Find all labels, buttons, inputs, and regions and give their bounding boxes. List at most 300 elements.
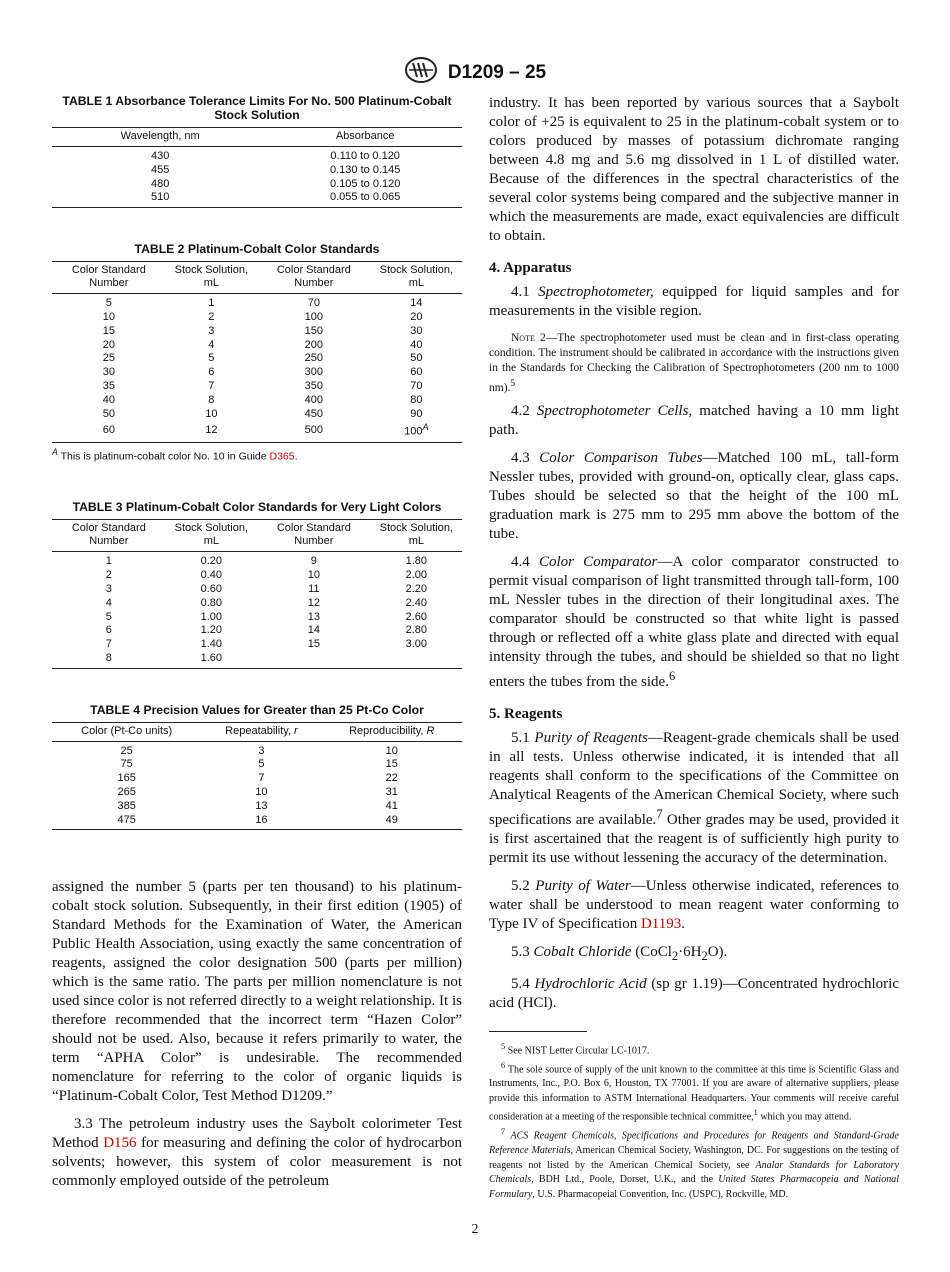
document-id: D1209 – 25 [447, 61, 547, 83]
header-italic: R [426, 724, 435, 737]
table-row [52, 652, 462, 668]
cell-value: 14 [410, 297, 423, 310]
table-cell [371, 652, 462, 668]
footnote-number: 6 [501, 1060, 506, 1070]
table-cell [257, 311, 371, 325]
table-2 [52, 242, 462, 462]
reference-link-d156[interactable]: D156 [103, 1135, 137, 1152]
cell-value: 4 [208, 338, 215, 351]
table-cell [52, 325, 166, 339]
table-cell [52, 814, 201, 830]
footnote-number: 7 [501, 1127, 506, 1137]
table-row [52, 611, 462, 625]
table-cell [371, 583, 462, 597]
term: Purity of Reagents [534, 729, 648, 746]
table-cell [166, 394, 257, 408]
table-row [52, 786, 462, 800]
section-heading-reagents: 5. Reagents [489, 705, 563, 722]
table-cell [257, 597, 371, 611]
cell-value: 14 [307, 624, 320, 637]
cell-value: 35 [102, 379, 115, 392]
table-cell [52, 569, 166, 583]
table-cell [166, 583, 257, 597]
table-header-cell: Color Standard Number [52, 262, 166, 294]
footnote-text: The sole source of supply of the unit known to the committee at this time is Scientific Glass and Instruments, Inc., P.O. Box 6, Houston, TX 77001. If you are aware of alternative suppliers, please provide this information to ASTM International Headquarters. Your comments will receive careful consideration at a meeting of the responsible technical committee, [489, 1063, 899, 1123]
table-row [52, 339, 462, 353]
cell-value: 8 [208, 393, 215, 406]
table-cell [257, 652, 371, 668]
cell-value: 5 [258, 758, 265, 771]
table-cell [371, 421, 462, 442]
term: Hydrochloric Acid [534, 975, 647, 992]
text: for measuring and defining the color of hydrocarbon solvents; however, this system of color measurement is not commonly employed outside of the petroleum [52, 1135, 462, 1190]
text: 5.3 [511, 943, 534, 960]
table-cell [52, 421, 166, 442]
cell-value: 12 [205, 423, 218, 436]
table-cell [371, 597, 462, 611]
table-cell [257, 421, 371, 442]
term: Spectrophotometer, [538, 284, 654, 300]
cell-value: 0.20 [200, 555, 223, 568]
table-header-cell: Stock Solution, mL [166, 520, 257, 552]
term: Color Comparator [538, 553, 658, 570]
cell-value: 1 [208, 297, 215, 310]
table-cell [52, 394, 166, 408]
cell-value: 31 [385, 786, 398, 799]
table-cell [52, 583, 166, 597]
table-cell [257, 583, 371, 597]
table-cell [52, 339, 166, 353]
table-row [52, 366, 462, 380]
note-2 [489, 331, 899, 396]
text: 4.3 [511, 449, 540, 466]
table-header-cell: Absorbance [268, 128, 462, 147]
text: O). [707, 943, 728, 960]
footnote-6 [489, 1059, 899, 1126]
table-header-cell: Color Standard Number [257, 262, 371, 294]
table-cell [52, 638, 166, 652]
cell-value: 1.80 [405, 555, 428, 568]
table-cell: 480 [151, 177, 170, 190]
table-cell [371, 624, 462, 638]
table-cell [322, 772, 462, 786]
cell-value: 12 [307, 596, 320, 609]
table-cell [257, 624, 371, 638]
footnote-marker: A [422, 422, 429, 433]
table-cell [166, 552, 257, 569]
table-cell [166, 624, 257, 638]
footnote-title: United States Pharmacopeia and National Formulary [489, 1174, 899, 1200]
text: 4.1 [511, 284, 539, 300]
cell-value: 6 [105, 624, 112, 637]
table-header-cell: Wavelength, nm [52, 128, 268, 147]
table-cell [371, 325, 462, 339]
footnote-text: , American Chemical Society, Washington, DC. For suggestions on the testing of reagents not listed by the American Chemical Society, see [489, 1145, 899, 1171]
table-4-title: TABLE 4 Precision Values for Greater than 25 Pt-Co Color [90, 702, 424, 717]
cell-value: 450 [304, 407, 324, 420]
cell-value: 7 [105, 638, 112, 651]
table-header-cell: Color Standard Number [257, 520, 371, 552]
table-cell [201, 758, 321, 772]
table-cell [371, 569, 462, 583]
table-row [52, 597, 462, 611]
table-row [52, 741, 462, 758]
table-cell: 0.105 to 0.120 [330, 177, 401, 190]
table-cell [371, 339, 462, 353]
cell-value: 5 [105, 297, 112, 310]
table-cell [52, 758, 201, 772]
table-row [52, 552, 462, 569]
cell-value: 475 [117, 813, 136, 826]
section-heading-apparatus: 4. Apparatus [489, 260, 572, 276]
text: 5.1 [511, 729, 535, 746]
cell-value: 13 [307, 610, 320, 623]
table-cell [257, 611, 371, 625]
table-cell: 510 [52, 191, 268, 207]
text: 5.2 [511, 877, 536, 894]
table-cell: 0.055 to 0.065 [268, 191, 462, 207]
table-header-cell: Color Standard Number [52, 520, 166, 552]
cell-value: 25 [120, 744, 133, 757]
text: matched having a 10 mm light path. [489, 402, 900, 438]
term: Color Comparison Tubes [539, 449, 703, 466]
table-cell [52, 366, 166, 380]
paragraph-5-2 [489, 877, 899, 934]
cell-value: 165 [117, 772, 136, 785]
table-1 [52, 94, 462, 208]
cell-value: 1.40 [200, 638, 223, 651]
cell-value: 20 [410, 310, 423, 323]
table-row [52, 147, 462, 164]
table-row [52, 191, 462, 207]
cell-value: 400 [304, 393, 324, 406]
cell-value: 30 [102, 366, 115, 379]
footnote-text: See NIST Letter Circular LC-1017. [505, 1045, 650, 1057]
table-cell [257, 366, 371, 380]
cell-value: 15 [385, 758, 398, 771]
table-row [52, 421, 462, 442]
paragraph: industry. It has been reported by various sources that a Saybolt color of +25 is equivalent to 25 in the platinum-cobalt system or to colors produced by masses of potassium dichromate ranging between 4.8 mg and 5.6 mg dissolved in 1 L of distilled water. Because of the differences in the spectral characteristics of the several color systems being compared and the subjective manner in which the measurements are made, exact equivalencies are difficult to obtain. [489, 95, 899, 244]
cell-value: 41 [385, 799, 398, 812]
text: (CoCl [631, 943, 672, 960]
table-cell [52, 597, 166, 611]
table-row [52, 325, 462, 339]
table-row [52, 583, 462, 597]
table-cell [166, 652, 257, 668]
table-2-footnote [52, 447, 462, 463]
footnote-marker: A [52, 446, 58, 457]
cell-value: 2.20 [405, 582, 428, 595]
table-cell [52, 611, 166, 625]
table-cell [371, 294, 462, 311]
footnote-text: , BDH Ltd., Poole, Dorset, U.K., and the [531, 1174, 719, 1186]
paragraph-5-4 [489, 975, 899, 1013]
table-row [52, 394, 462, 408]
cell-value: 40 [410, 338, 423, 351]
table-cell [52, 652, 166, 668]
table-cell [52, 624, 166, 638]
cell-value: 2 [208, 310, 215, 323]
table-cell [257, 325, 371, 339]
paragraph: assigned the number 5 (parts per ten thousand) to his platinum-cobalt stock solution. Subsequently, in their first edition (1905) of Standard Methods for the Examination of Water, the American Public Health Association, using exactly the same concentration of reagents, assigned the color designation 500 (parts per million) which is the same ratio. The parts per million nomenclature is not used since color is not referred directly to a weight relationship. It is therefore recommended that the incorrect term “Hazen Color” should not be used. Also, because it refers primarily to water, the term “APHA Color” is undesirable. The recommended nomenclature for referring to the color of organic liquids is “Platinum-Cobalt Color, Test Method D1209.” [52, 879, 462, 1105]
footnote-text: which you may attend. [757, 1111, 852, 1123]
cell-value: 10 [102, 310, 115, 323]
table-cell [166, 294, 257, 311]
table-cell [201, 800, 321, 814]
table-1-grid [52, 127, 462, 208]
table-2-grid [52, 261, 462, 443]
cell-value: 250 [304, 352, 324, 365]
cell-value: 30 [410, 324, 423, 337]
table-cell [257, 569, 371, 583]
text: equipped for liquid samples and for measurements in the visible region. [489, 284, 899, 319]
page-number: 2 [471, 1222, 479, 1237]
cell-value: 3 [258, 744, 265, 757]
table-row [52, 772, 462, 786]
table-cell [166, 325, 257, 339]
header-italic: r [294, 724, 298, 737]
cell-value: 4 [105, 596, 112, 609]
table-row [52, 164, 462, 178]
astm-logo-icon [404, 56, 438, 89]
text: ·6H [678, 943, 702, 960]
text: —Reagent-grade chemicals shall be used in all tests. Unless otherwise indicated, it is intended that all reagents shall conform to the specifications of the Committee on Analytical Reagents of the American Chemical Society, where such specifications are available. [489, 729, 899, 828]
table-3 [52, 500, 462, 668]
table-cell [257, 408, 371, 422]
table-cell [371, 311, 462, 325]
table-header-cell: Stock Solution, mL [371, 262, 462, 294]
cell-value: 265 [117, 786, 136, 799]
table-3-title: TABLE 3 Platinum-Cobalt Color Standards for Very Light Colors [72, 500, 442, 515]
footnote-end: . [294, 450, 298, 463]
table-header-cell: Stock Solution, mL [166, 262, 257, 294]
cell-value: 13 [255, 799, 268, 812]
reference-link-d365[interactable]: D365 [269, 450, 295, 463]
footnote-7 [489, 1125, 899, 1202]
table-row [52, 758, 462, 772]
text: —A color comparator constructed to permit visual comparison of light transmitted through tall-form, 100 mL Nessler tubes in the direction of their longitudinal axes. The comparator should be constructed so that white light is passed through or reflected off a white glass plate and directed with equal intensity through the tubes, and should be shielded so that no light enters the tubes from the side. [489, 553, 899, 690]
footnote-ref: 6 [668, 668, 676, 683]
table-cell [257, 352, 371, 366]
term: Purity of Water [535, 877, 631, 894]
reference-link-d1193[interactable]: D1193 [640, 915, 682, 932]
table-cell [52, 294, 166, 311]
footnote-ref: 1 [753, 1108, 758, 1118]
paragraph-4-2 [489, 402, 899, 440]
cell-value: 150 [304, 324, 324, 337]
table-cell [322, 800, 462, 814]
table-1-title: TABLE 1 Absorbance Tolerance Limits For No. 500 Platinum-Cobalt Stock Solution [62, 94, 452, 122]
table-cell [52, 311, 166, 325]
cell-value: 3 [105, 582, 112, 595]
footnote-title: ACS Reagent Chemicals, Specifications and Procedures for Reagents and Standard-Grade Reference Materials [489, 1130, 899, 1157]
cell-value: 80 [410, 393, 423, 406]
cell-value: 20 [102, 338, 115, 351]
cell-value: 5 [105, 610, 112, 623]
paragraph-4-4 [489, 553, 899, 692]
footnote-5 [489, 1040, 899, 1059]
cell-value: 7 [208, 379, 215, 392]
cell-value: 10 [307, 569, 320, 582]
cell-value: 40 [102, 393, 115, 406]
table-cell [371, 638, 462, 652]
cell-value: 300 [304, 366, 324, 379]
cell-value: 6 [208, 366, 215, 379]
cell-value: 15 [102, 324, 115, 337]
table-row [52, 380, 462, 394]
table-cell [201, 786, 321, 800]
table-cell [166, 408, 257, 422]
table-cell [371, 408, 462, 422]
table-cell [52, 741, 201, 758]
left-body-text [52, 878, 462, 1191]
cell-value: 100 [304, 310, 324, 323]
table-4-grid [52, 722, 462, 831]
cell-value: 70 [410, 379, 423, 392]
cell-value: 2.40 [405, 596, 428, 609]
cell-value: 49 [385, 813, 398, 826]
note-label: Note 2 [511, 332, 546, 344]
footnote-text: , U.S. Pharmacopeial Convention, Inc. (USPC), Rockville, MD. [532, 1188, 789, 1200]
table-cell [257, 394, 371, 408]
cell-value: 7 [258, 772, 265, 785]
left-column [52, 94, 462, 1191]
table-4 [52, 703, 462, 831]
table-header-cell: Color (Pt-Co units) [52, 722, 201, 741]
paragraph-4-1 [489, 283, 899, 321]
cell-value: 1.60 [200, 651, 223, 664]
table-cell [166, 339, 257, 353]
table-cell [322, 786, 462, 800]
cell-value: 60 [410, 366, 423, 379]
table-cell: 430 [151, 150, 170, 162]
table-cell [257, 638, 371, 652]
table-row [52, 294, 462, 311]
table-cell [322, 741, 462, 758]
table-row [52, 569, 462, 583]
table-cell [52, 800, 201, 814]
text: 4.2 [511, 402, 537, 419]
cell-value: 60 [102, 423, 115, 436]
text: . [681, 915, 685, 932]
cell-value: 3 [208, 324, 215, 337]
table-cell: 0.130 to 0.145 [330, 163, 401, 176]
table-cell [166, 638, 257, 652]
cell-value: 90 [410, 407, 423, 420]
text: —Unless otherwise indicated, references to water shall be understood to mean reagent water conforming to Type IV of Specification [489, 877, 899, 932]
right-column [489, 94, 899, 1202]
text: —Matched 100 mL, tall-form Nessler tubes, provided with ground-on, optically clear, glass caps. Tubes should be selected so that the height of the 100 mL graduation mark is 275 mm to 295 mm above the bottom of the tube. [489, 449, 900, 542]
cell-value: 2.60 [405, 610, 428, 623]
table-cell [322, 758, 462, 772]
table-row [52, 800, 462, 814]
cell-value: 0.40 [200, 569, 223, 582]
footnote-title: Analar Standards for Laboratory Chemicals [489, 1159, 899, 1186]
term: Spectrophotometer Cells, [536, 402, 693, 419]
table-2-title: TABLE 2 Platinum-Cobalt Color Standards [134, 242, 380, 257]
cell-value: 1.00 [200, 610, 223, 623]
table-cell [52, 772, 201, 786]
cell-value: 1 [105, 555, 112, 568]
footnote-divider [489, 1031, 587, 1032]
table-row [52, 352, 462, 366]
table-header-cell [201, 722, 321, 741]
table-row [52, 814, 462, 830]
table-cell [201, 741, 321, 758]
text: Other grades may be used, provided it is first ascertained that the reagent is of sufficiently high purity to permit its use without lessening the accuracy of the determination. [489, 811, 899, 866]
cell-value: 25 [102, 352, 115, 365]
cell-value: 10 [205, 407, 218, 420]
table-cell [257, 380, 371, 394]
cell-value: 22 [385, 772, 398, 785]
table-cell [371, 366, 462, 380]
term: Cobalt Chloride [533, 943, 632, 960]
footnote-ref: 7 [656, 806, 663, 821]
table-cell [371, 394, 462, 408]
cell-value: 10 [255, 786, 268, 799]
table-row [52, 408, 462, 422]
paragraph-5-3 [489, 943, 899, 966]
cell-value: 1.20 [200, 624, 223, 637]
cell-value: 500 [304, 423, 324, 436]
table-cell [166, 311, 257, 325]
text: 4.4 [511, 553, 539, 570]
cell-value: 2.00 [405, 569, 428, 582]
table-cell [166, 380, 257, 394]
text: 5.4 [511, 975, 535, 992]
table-cell: 0.110 to 0.120 [330, 150, 400, 162]
cell-value: 385 [117, 799, 136, 812]
cell-value: 2.80 [405, 624, 428, 637]
subscript: 2 [701, 948, 708, 963]
footnote-text: This is platinum-cobalt color No. 10 in Guide [57, 450, 270, 463]
table-row [52, 638, 462, 652]
table-cell [166, 611, 257, 625]
paragraph-3-3 [52, 1115, 462, 1191]
header-text: Repeatability, [225, 724, 295, 737]
table-row [52, 178, 462, 192]
cell-value: 100 [404, 426, 423, 439]
cell-value: 3.00 [405, 638, 428, 651]
footnote-ref: 5 [510, 378, 516, 389]
table-cell [257, 552, 371, 569]
paragraph-4-3 [489, 449, 899, 544]
note-text: —The spectrophotometer used must be clean and in first-class operating condition. The instrument should be calibrated in accordance with the instructions given in the Standards for Checking the Calibration of Spectrophotometers (200 nm to 1000 nm). [489, 332, 899, 394]
cell-value: 0.80 [200, 596, 223, 609]
cell-value: 10 [385, 744, 398, 757]
table-cell [322, 814, 462, 830]
cell-value: 15 [307, 638, 320, 651]
table-cell [52, 786, 201, 800]
table-cell: 455 [151, 163, 170, 176]
cell-value: 200 [304, 338, 324, 351]
cell-value: 11 [308, 582, 320, 595]
cell-value: 5 [208, 352, 215, 365]
table-cell [52, 552, 166, 569]
subscript: 2 [671, 948, 679, 963]
cell-value: 350 [304, 379, 324, 392]
table-cell [371, 380, 462, 394]
table-cell [201, 772, 321, 786]
table-cell [257, 339, 371, 353]
text: (sp gr 1.19)—Concentrated hydrochloric acid (HCl). [489, 975, 899, 1011]
cell-value: 50 [410, 352, 423, 365]
cell-value: 9 [310, 555, 317, 568]
table-cell [371, 611, 462, 625]
table-cell [166, 569, 257, 583]
cell-value: 0.60 [200, 582, 223, 595]
paragraph-5-1 [489, 729, 899, 868]
